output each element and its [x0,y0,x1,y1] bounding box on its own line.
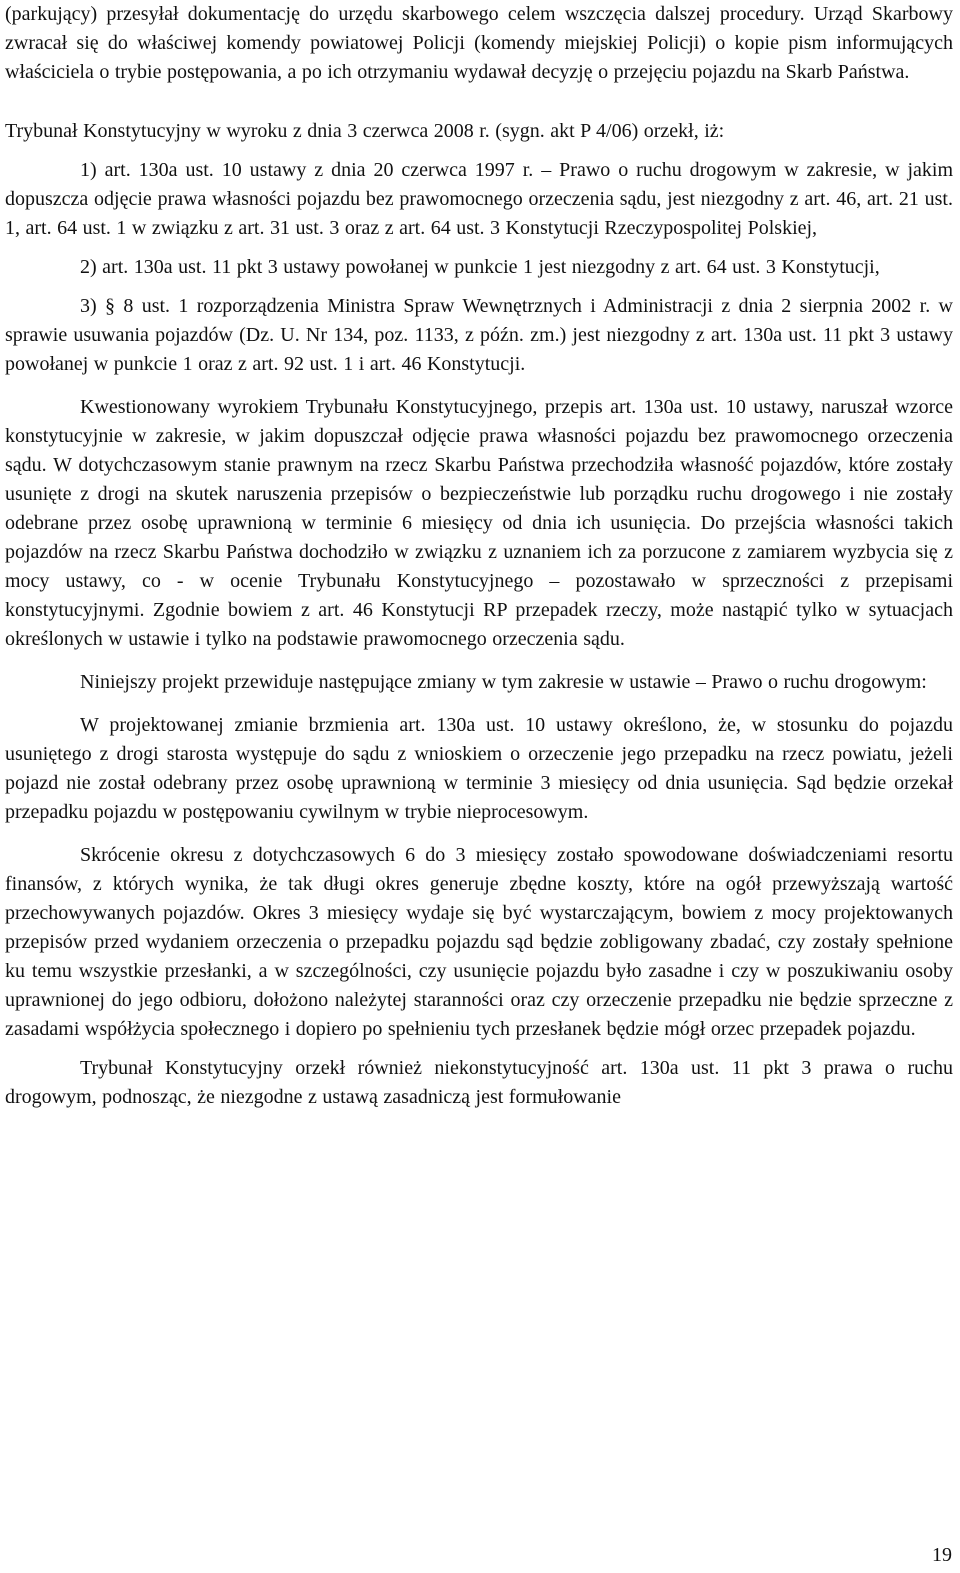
paragraph-intro: (parkujący) przesyłał dokumentację do urzędu skarbowego celem wszczęcia dalszej procedury. Urząd Skarbowy zwracał się do właściwej komendy powiatowej Policji (komendy miejskiej Policji) o kopie pism informujących właściciela o trybie postępowania, a po ich otrzymaniu wydawał decyzję o przejęciu pojazdu na Skarb Państwa. [5,3,953,83]
paragraph-project-changes: Niniejszy projekt przewiduje następujące zmiany w tym zakresie w ustawie – Prawo o ruchu drogowym: [80,671,927,693]
list-item-2: 2) art. 130a ust. 11 pkt 3 ustawy powołanej w punkcie 1 jest niezgodny z art. 64 ust. 3 Konstytucji, [80,256,880,278]
paragraph-unconstitutionality: Trybunał Konstytucyjny orzekł również niekonstytucyjność art. 130a ust. 11 pkt 3 prawa o ruchu drogowym, podnosząc, że niezgodne z ustawą zasadniczą jest formułowanie [5,1057,953,1108]
page-number: 19 [932,1544,952,1566]
paragraph-amendment: W projektowanej zmianie brzmienia art. 130a ust. 10 ustawy określono, że, w stosunku do pojazdu usuniętego z drogi starosta występuje do sądu z wnioskiem o orzeczenie jego przepadku na rzecz powiatu, jeżeli pojazd nie został odebrany przez osobę uprawnioną w terminie 3 miesięcy od dnia usunięcia. Sąd będzie orzekał przepadku pojazdu w postępowaniu cywilnym w trybie nieprocesowym. [5,714,953,823]
paragraph-contested-provision: Kwestionowany wyrokiem Trybunału Konstytucyjnego, przepis art. 130a ust. 10 ustawy, naruszał wzorce konstytucyjnie w zakresie, w jakim dopuszczał odjęcie prawa własności pojazdu bez prawomocnego orzeczenia sądu. W dotychczasowym stanie prawnym na rzecz Skarbu Państwa przechodziła własność pojazdów, które zostały usunięte z drogi na skutek naruszenia przepisów o bezpieczeństwie lub porządku ruchu drogowego i nie zostały odebrane przez osobę uprawnioną w terminie 6 miesięcy od dnia ich usunięcia. Do przejścia własności takich pojazdów na rzecz Skarbu Państwa dochodziło w związku z uznaniem ich za porzucone z zamiarem wyzbycia się z mocy ustawy, co - w ocenie Trybunału Konstytucyjnego – pozostawało w sprzeczności z przepisami konstytucyjnymi. Zgodnie bowiem z art. 46 Konstytucji RP przepadek rzeczy, może nastąpić tylko w sytuacjach określonych w ustawie i tylko na podstawie prawomocnego orzeczenia sądu. [5,396,953,650]
list-item-3: 3) § 8 ust. 1 rozporządzenia Ministra Spraw Wewnętrznych i Administracji z dnia 2 sierpnia 2002 r. w sprawie usuwania pojazdów (Dz. U. Nr 134, poz. 1133, z późn. zm.) jest niezgodny z art. 130a ust. 11 pkt 3 ustawy powołanej w punkcie 1 oraz z art. 92 ust. 1 i art. 46 Konstytucji. [5,295,953,375]
document-page [5,0,953,1112]
paragraph-tribunal-ruling: Trybunał Konstytucyjny w wyroku z dnia 3 czerwca 2008 r. (sygn. akt P 4/06) orzekł, iż: [5,120,725,142]
list-item-1: 1) art. 130a ust. 10 ustawy z dnia 20 czerwca 1997 r. – Prawo o ruchu drogowym w zakresie, w jakim dopuszcza odjęcie prawa własności pojazdu bez prawomocnego orzeczenia sądu, jest niezgodny z art. 46, art. 21 ust. 1, art. 64 ust. 1 w związku z art. 31 ust. 3 oraz z art. 64 ust. 3 Konstytucji Rzeczypospolitej Polskiej, [5,159,953,239]
paragraph-period-shortening: Skrócenie okresu z dotychczasowych 6 do 3 miesięcy zostało spowodowane doświadczeniami resortu finansów, z których wynika, że tak długi okres generuje zbędne koszty, które na ogół przewyższają wartość przechowywanych pojazdów. Okres 3 miesięcy wydaje się być wystarczającym, bowiem z mocy projektowanych przepisów przed wydaniem orzeczenia o przepadku pojazdu sąd będzie zobligowany zbadać, czy zostały spełnione ku temu wszystkie przesłanki, a w szczególności, czy usunięcie pojazdu było zasadne i czy w poszukiwaniu osoby uprawnionej do jego odbioru, dołożono należytej staranności oraz czy orzeczenie przepadku nie będzie sprzeczne z zasadami współżycia społecznego i dopiero po spełnieniu tych przesłanek będzie mógł orzec przepadek pojazdu. [5,844,953,1040]
